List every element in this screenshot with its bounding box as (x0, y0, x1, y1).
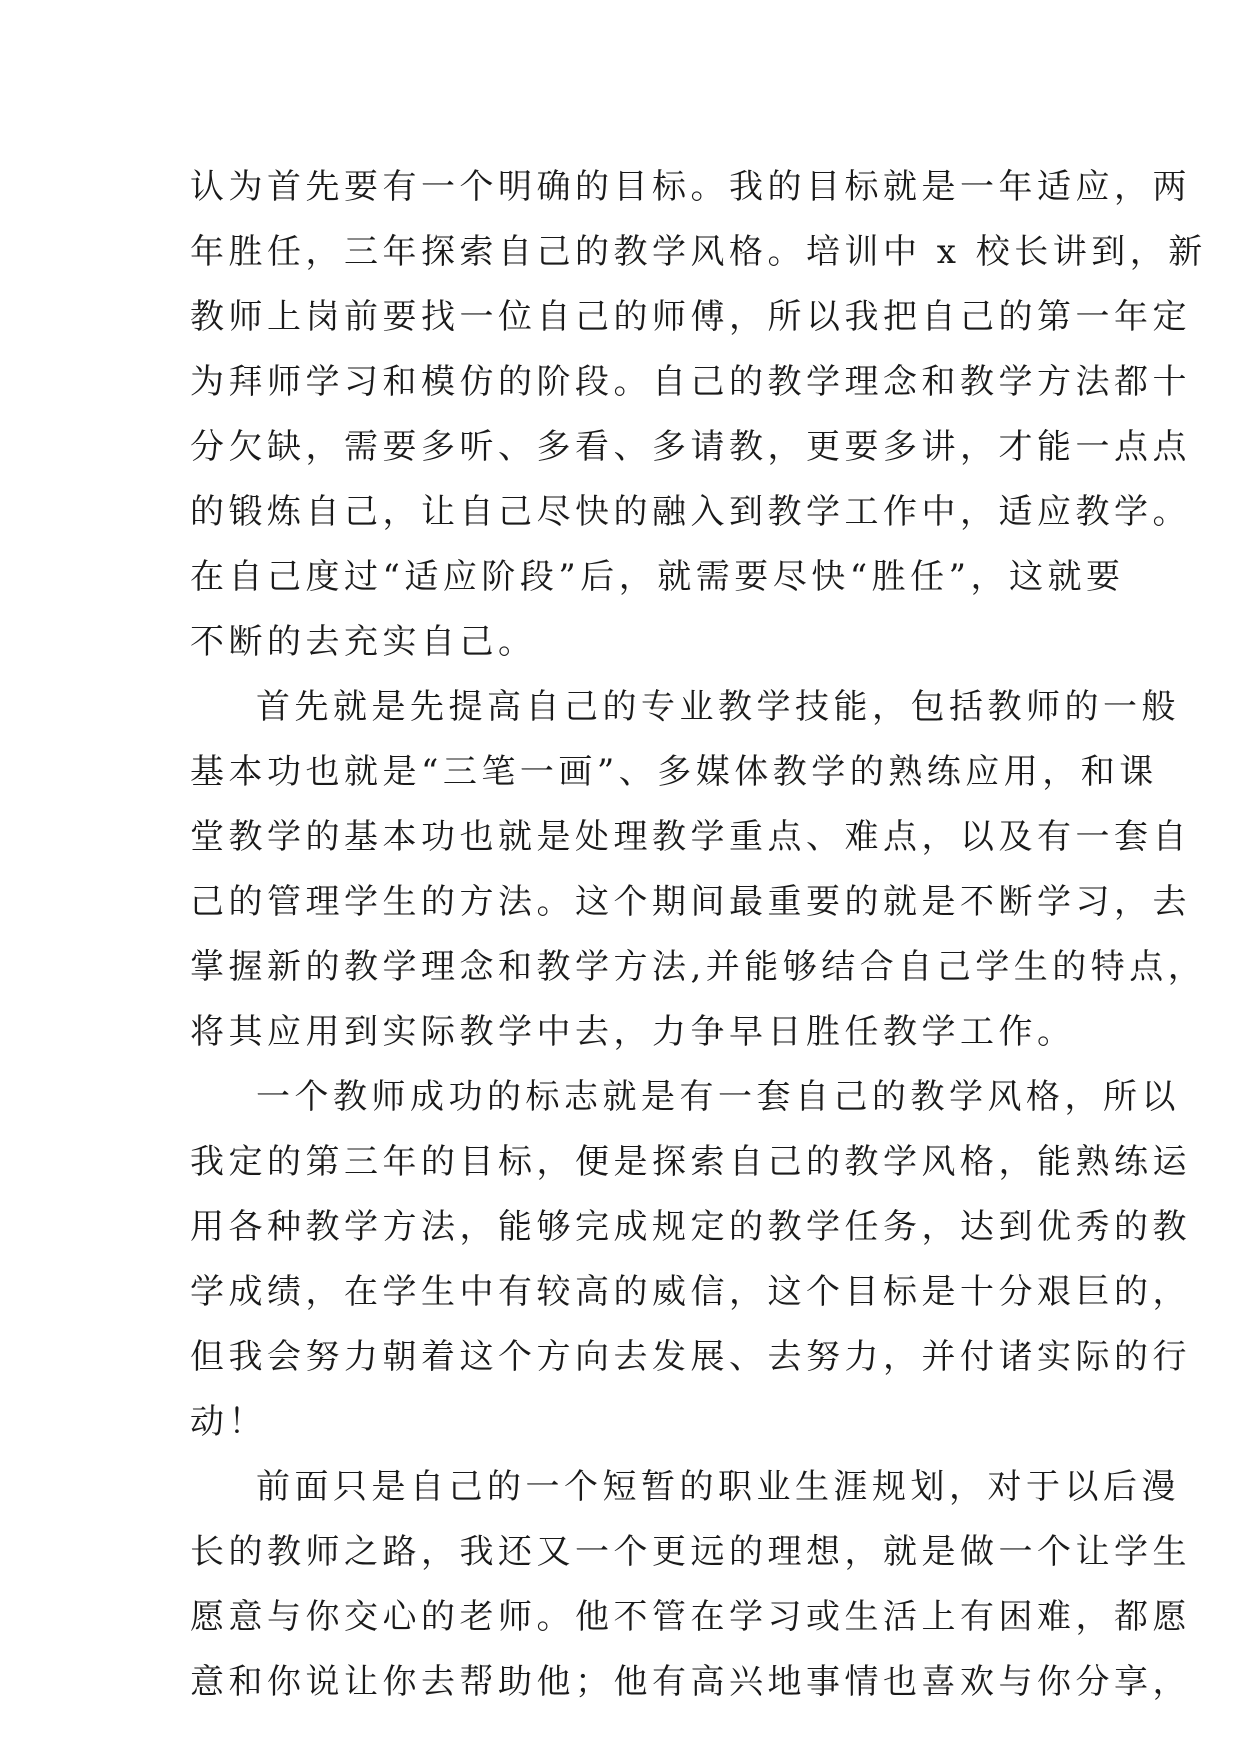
text-line: 不断的去充实自己。 (190, 622, 537, 662)
text-line: 动！ (190, 1402, 267, 1442)
text-line: 认为首先要有一个明确的目标。我的目标就是一年适应，两 (190, 167, 1191, 207)
text-line: 掌握新的教学理念和教学方法,并能够结合自己学生的特点， (190, 947, 1207, 987)
text-line: 的锻炼自己，让自己尽快的融入到教学工作中，适应教学。 (190, 492, 1191, 532)
text-line: 学成绩，在学生中有较高的威信，这个目标是十分艰巨的， (190, 1272, 1191, 1312)
text-line: 我定的第三年的目标，便是探索自己的教学风格，能熟练运 (190, 1142, 1191, 1182)
text-line: 教师上岗前要找一位自己的师傅，所以我把自己的第一年定 (190, 297, 1191, 337)
text-line: 在自己度过“适应阶段”后，就需要尽快“胜任”，这就要 (190, 557, 1125, 597)
paragraph-first-line: 首先就是先提高自己的专业教学技能，包括教师的一般 (256, 687, 1180, 727)
text-line: 长的教师之路，我还又一个更远的理想，就是做一个让学生 (190, 1532, 1191, 1572)
text-line: 但我会努力朝着这个方向去发展、去努力，并付诸实际的行 (190, 1337, 1191, 1377)
text-line: 愿意与你交心的老师。他不管在学习或生活上有困难，都愿 (190, 1597, 1191, 1637)
body-text (190, 155, 1207, 1715)
text-line: 将其应用到实际教学中去，力争早日胜任教学工作。 (190, 1012, 1076, 1052)
text-line: 分欠缺，需要多听、多看、多请教，更要多讲，才能一点点 (190, 427, 1191, 467)
text-line: 己的管理学生的方法。这个期间最重要的就是不断学习，去 (190, 882, 1191, 922)
paragraph-first-line: 一个教师成功的标志就是有一套自己的教学风格，所以 (256, 1077, 1180, 1117)
text-line: 为拜师学习和模仿的阶段。自己的教学理念和教学方法都十 (190, 362, 1191, 402)
text-line: 意和你说让你去帮助他；他有高兴地事情也喜欢与你分享， (190, 1662, 1191, 1702)
text-line: 堂教学的基本功也就是处理教学重点、难点，以及有一套自 (190, 817, 1191, 857)
text-line: 用各种教学方法，能够完成规定的教学任务，达到优秀的教 (190, 1207, 1191, 1247)
paragraph-first-line: 前面只是自己的一个短暂的职业生涯规划，对于以后漫 (256, 1467, 1180, 1507)
text-line: 年胜任，三年探索自己的教学风格。培训中 x 校长讲到，新 (190, 232, 1207, 272)
text-line: 基本功也就是“三笔一画”、多媒体教学的熟练应用，和课 (190, 752, 1158, 792)
